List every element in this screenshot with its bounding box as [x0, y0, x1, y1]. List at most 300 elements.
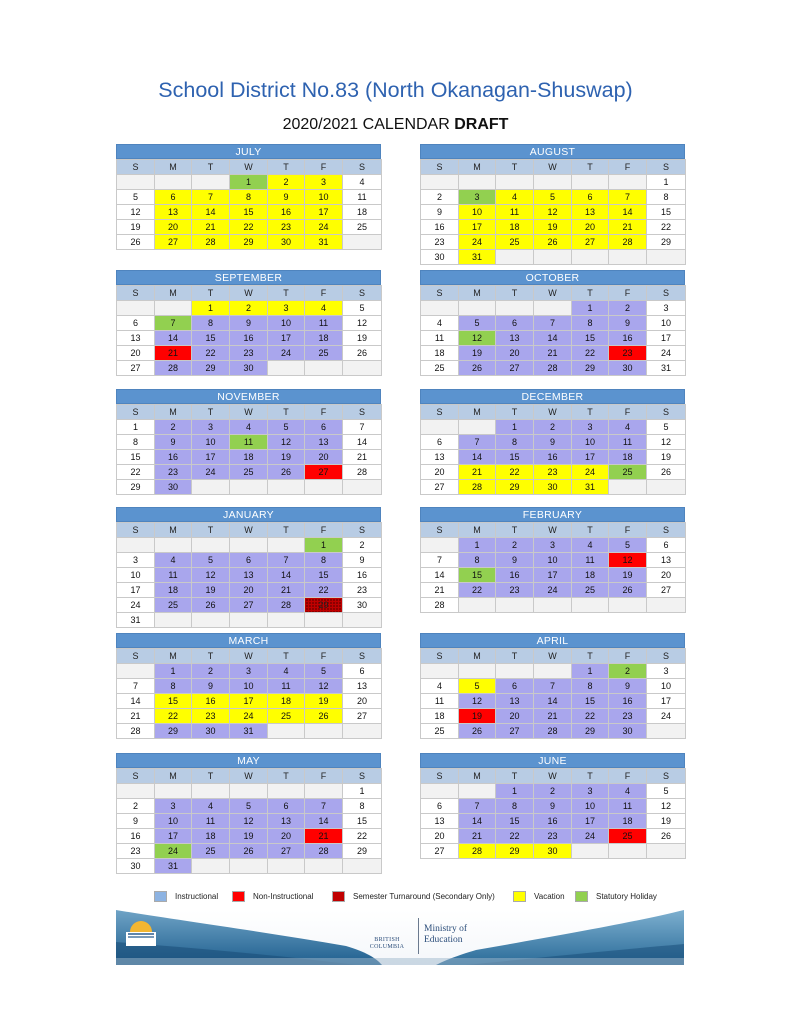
legend-label: Instructional	[175, 892, 219, 901]
month-october	[420, 270, 685, 376]
empty-day-cell	[192, 784, 230, 799]
day-cell: 25	[155, 598, 192, 613]
weekday-label: F	[305, 286, 343, 301]
day-cell: 29	[117, 480, 155, 495]
day-cell: 22	[647, 220, 686, 235]
month-december	[420, 389, 685, 495]
day-cell: 1	[459, 538, 496, 553]
legend-swatch	[513, 891, 526, 902]
day-cell: 13	[421, 814, 459, 829]
month-july	[116, 144, 381, 250]
week-row	[117, 553, 382, 568]
empty-day-cell	[117, 784, 155, 799]
day-cell: 17	[572, 814, 609, 829]
day-cell: 26	[117, 235, 155, 250]
weekday-label: M	[459, 405, 496, 420]
day-cell: 14	[343, 435, 382, 450]
day-cell: 15	[496, 814, 534, 829]
empty-day-cell	[647, 598, 686, 613]
day-cell: 9	[496, 553, 534, 568]
week-row	[117, 465, 382, 480]
day-cell: 9	[268, 190, 305, 205]
day-cell: 10	[305, 190, 343, 205]
weekday-label: F	[609, 286, 647, 301]
empty-day-cell	[343, 480, 382, 495]
day-cell: 10	[534, 553, 572, 568]
empty-day-cell	[268, 784, 305, 799]
day-cell: 6	[230, 553, 268, 568]
day-cell: 30	[230, 361, 268, 376]
day-cell: 17	[572, 450, 609, 465]
day-cell: 24	[534, 583, 572, 598]
empty-day-cell	[230, 480, 268, 495]
day-cell: 19	[534, 220, 572, 235]
day-cell: 11	[572, 553, 609, 568]
day-cell: 25	[609, 465, 647, 480]
day-cell: 20	[421, 465, 459, 480]
legend-swatch	[332, 891, 345, 902]
month-august	[420, 144, 685, 265]
week-row	[421, 361, 686, 376]
day-cell: 21	[192, 220, 230, 235]
weekday-label: S	[117, 286, 155, 301]
empty-day-cell	[268, 361, 305, 376]
day-cell: 28	[155, 361, 192, 376]
empty-day-cell	[230, 613, 268, 628]
day-cell: 22	[572, 709, 609, 724]
week-row	[117, 814, 382, 829]
week-row	[421, 538, 686, 553]
day-cell: 26	[305, 709, 343, 724]
day-cell: 4	[305, 301, 343, 316]
legend-label: Semester Turnaround (Secondary Only)	[353, 892, 495, 901]
day-cell: 6	[496, 679, 534, 694]
legend-swatch	[154, 891, 167, 902]
day-cell: 5	[230, 799, 268, 814]
empty-day-cell	[230, 859, 268, 874]
day-cell: 12	[459, 331, 496, 346]
footer-divider	[418, 918, 419, 954]
day-cell: 8	[117, 435, 155, 450]
weekday-label: T	[572, 523, 609, 538]
weekday-label: T	[572, 769, 609, 784]
day-cell: 22	[117, 465, 155, 480]
empty-day-cell	[155, 613, 192, 628]
day-cell: 14	[421, 568, 459, 583]
day-cell: 16	[609, 331, 647, 346]
weekday-label: T	[572, 160, 609, 175]
day-cell: 13	[305, 435, 343, 450]
day-cell: 21	[421, 583, 459, 598]
day-cell: 8	[155, 679, 192, 694]
day-cell: 5	[609, 538, 647, 553]
day-cell: 6	[305, 420, 343, 435]
week-row	[421, 844, 686, 859]
weekday-label: F	[305, 649, 343, 664]
day-cell: 7	[459, 799, 496, 814]
subtitle-draft-label: DRAFT	[454, 116, 509, 133]
day-cell: 19	[647, 450, 686, 465]
day-cell: 9	[609, 316, 647, 331]
day-cell: 31	[305, 235, 343, 250]
day-cell: 13	[647, 553, 686, 568]
empty-day-cell	[609, 175, 647, 190]
day-cell: 7	[343, 420, 382, 435]
day-cell: 26	[459, 361, 496, 376]
empty-day-cell	[572, 844, 609, 859]
week-row	[117, 829, 382, 844]
empty-day-cell	[496, 598, 534, 613]
empty-day-cell	[230, 784, 268, 799]
day-cell: 30	[534, 480, 572, 495]
day-cell: 20	[268, 829, 305, 844]
day-cell: 29	[305, 598, 343, 613]
day-cell: 19	[268, 450, 305, 465]
day-cell: 14	[609, 205, 647, 220]
legend-label: Vacation	[534, 892, 565, 901]
day-cell: 5	[647, 420, 686, 435]
day-cell: 8	[496, 435, 534, 450]
empty-day-cell	[647, 844, 686, 859]
weekday-label: S	[421, 160, 459, 175]
weekday-label: M	[459, 649, 496, 664]
weekday-label: S	[343, 286, 382, 301]
footer-banner	[116, 910, 684, 965]
weekday-header-row	[421, 160, 686, 175]
day-cell: 8	[572, 679, 609, 694]
empty-day-cell	[496, 301, 534, 316]
day-cell: 21	[534, 346, 572, 361]
legend-item-statutory-holiday	[575, 890, 657, 904]
empty-day-cell	[155, 784, 192, 799]
legend-swatch	[232, 891, 245, 902]
day-cell: 3	[155, 799, 192, 814]
day-cell: 25	[305, 346, 343, 361]
day-cell: 20	[230, 583, 268, 598]
weekday-label: S	[647, 286, 686, 301]
day-cell: 26	[609, 583, 647, 598]
day-cell: 13	[268, 814, 305, 829]
weekday-header-row	[421, 405, 686, 420]
month-september	[116, 270, 381, 376]
weekday-label: T	[496, 405, 534, 420]
month-may	[116, 753, 381, 874]
day-cell: 17	[117, 583, 155, 598]
weekday-label: S	[117, 523, 155, 538]
weekday-label: S	[421, 286, 459, 301]
month-table	[116, 285, 382, 376]
week-row	[421, 331, 686, 346]
empty-day-cell	[117, 538, 155, 553]
day-cell: 21	[534, 709, 572, 724]
weekday-label: T	[496, 160, 534, 175]
day-cell: 7	[534, 316, 572, 331]
day-cell: 2	[192, 664, 230, 679]
day-cell: 10	[117, 568, 155, 583]
day-cell: 2	[609, 664, 647, 679]
empty-day-cell	[343, 724, 382, 739]
empty-day-cell	[421, 420, 459, 435]
day-cell: 30	[155, 480, 192, 495]
week-row	[421, 250, 686, 265]
day-cell: 2	[117, 799, 155, 814]
weekday-label: S	[421, 405, 459, 420]
day-cell: 5	[192, 553, 230, 568]
empty-day-cell	[459, 175, 496, 190]
day-cell: 28	[268, 598, 305, 613]
day-cell: 19	[459, 346, 496, 361]
day-cell: 1	[343, 784, 382, 799]
day-cell: 9	[230, 316, 268, 331]
month-november	[116, 389, 381, 495]
empty-day-cell	[572, 250, 609, 265]
empty-day-cell	[459, 784, 496, 799]
day-cell: 22	[305, 583, 343, 598]
day-cell: 2	[609, 301, 647, 316]
day-cell: 3	[230, 664, 268, 679]
day-cell: 16	[268, 205, 305, 220]
empty-day-cell	[534, 664, 572, 679]
day-cell: 4	[343, 175, 382, 190]
day-cell: 7	[155, 316, 192, 331]
day-cell: 4	[421, 316, 459, 331]
day-cell: 26	[343, 346, 382, 361]
weekday-header-row	[117, 523, 382, 538]
day-cell: 22	[155, 709, 192, 724]
weekday-label: S	[647, 523, 686, 538]
empty-day-cell	[155, 175, 192, 190]
week-row	[117, 583, 382, 598]
day-cell: 11	[609, 799, 647, 814]
day-cell: 15	[155, 694, 192, 709]
week-row	[117, 784, 382, 799]
bc-wordmark-line2: COLUMBIA	[369, 944, 405, 950]
day-cell: 24	[155, 844, 192, 859]
weekday-label: S	[421, 523, 459, 538]
empty-day-cell	[421, 664, 459, 679]
weekday-label: W	[230, 523, 268, 538]
month-header: SEPTEMBER	[116, 270, 381, 285]
weekday-label: T	[192, 649, 230, 664]
day-cell: 14	[268, 568, 305, 583]
weekday-header-row	[117, 286, 382, 301]
day-cell: 6	[572, 190, 609, 205]
day-cell: 25	[192, 844, 230, 859]
day-cell: 17	[459, 220, 496, 235]
day-cell: 6	[117, 316, 155, 331]
week-row	[421, 583, 686, 598]
ministry-line1: Ministry of	[424, 924, 468, 934]
empty-day-cell	[268, 613, 305, 628]
day-cell: 1	[230, 175, 268, 190]
day-cell: 27	[496, 361, 534, 376]
day-cell: 22	[496, 829, 534, 844]
month-table	[116, 159, 382, 250]
month-header: DECEMBER	[420, 389, 685, 404]
day-cell: 21	[268, 583, 305, 598]
empty-day-cell	[496, 175, 534, 190]
day-cell: 29	[230, 235, 268, 250]
day-cell: 2	[534, 420, 572, 435]
empty-day-cell	[155, 301, 192, 316]
day-cell: 13	[343, 679, 382, 694]
empty-day-cell	[421, 538, 459, 553]
week-row	[117, 346, 382, 361]
weekday-label: S	[421, 769, 459, 784]
day-cell: 22	[496, 465, 534, 480]
weekday-label: S	[117, 649, 155, 664]
weekday-label: T	[192, 405, 230, 420]
day-cell: 12	[609, 553, 647, 568]
day-cell: 14	[192, 205, 230, 220]
day-cell: 6	[155, 190, 192, 205]
weekday-label: M	[155, 286, 192, 301]
day-cell: 25	[421, 361, 459, 376]
day-cell: 4	[268, 664, 305, 679]
day-cell: 12	[459, 694, 496, 709]
day-cell: 20	[496, 346, 534, 361]
day-cell: 20	[496, 709, 534, 724]
day-cell: 4	[155, 553, 192, 568]
day-cell: 7	[305, 799, 343, 814]
day-cell: 31	[572, 480, 609, 495]
day-cell: 4	[496, 190, 534, 205]
day-cell: 11	[230, 435, 268, 450]
day-cell: 10	[192, 435, 230, 450]
week-row	[421, 664, 686, 679]
week-row	[421, 450, 686, 465]
day-cell: 3	[305, 175, 343, 190]
day-cell: 2	[421, 190, 459, 205]
day-cell: 8	[572, 316, 609, 331]
day-cell: 30	[609, 724, 647, 739]
day-cell: 3	[459, 190, 496, 205]
day-cell: 29	[155, 724, 192, 739]
day-cell: 26	[647, 829, 686, 844]
day-cell: 3	[534, 538, 572, 553]
day-cell: 8	[647, 190, 686, 205]
day-cell: 4	[609, 784, 647, 799]
empty-day-cell	[421, 784, 459, 799]
day-cell: 27	[117, 361, 155, 376]
weekday-label: S	[647, 769, 686, 784]
empty-day-cell	[647, 480, 686, 495]
empty-day-cell	[496, 250, 534, 265]
day-cell: 4	[609, 420, 647, 435]
day-cell: 10	[572, 435, 609, 450]
day-cell: 19	[305, 694, 343, 709]
weekday-label: T	[268, 160, 305, 175]
day-cell: 12	[230, 814, 268, 829]
day-cell: 27	[572, 235, 609, 250]
bc-sun-logo-icon	[116, 910, 166, 950]
day-cell: 20	[155, 220, 192, 235]
day-cell: 1	[572, 301, 609, 316]
day-cell: 1	[496, 784, 534, 799]
day-cell: 6	[421, 799, 459, 814]
day-cell: 31	[155, 859, 192, 874]
day-cell: 25	[609, 829, 647, 844]
day-cell: 28	[305, 844, 343, 859]
day-cell: 30	[421, 250, 459, 265]
day-cell: 2	[155, 420, 192, 435]
empty-day-cell	[609, 844, 647, 859]
weekday-label: S	[647, 405, 686, 420]
day-cell: 18	[155, 583, 192, 598]
day-cell: 9	[534, 799, 572, 814]
week-row	[421, 784, 686, 799]
day-cell: 1	[572, 664, 609, 679]
empty-day-cell	[343, 859, 382, 874]
day-cell: 21	[117, 709, 155, 724]
day-cell: 23	[609, 709, 647, 724]
day-cell: 15	[572, 694, 609, 709]
day-cell: 13	[421, 450, 459, 465]
weekday-label: W	[230, 286, 268, 301]
day-cell: 10	[459, 205, 496, 220]
month-table	[420, 159, 686, 265]
day-cell: 15	[572, 331, 609, 346]
day-cell: 22	[572, 346, 609, 361]
day-cell: 7	[459, 435, 496, 450]
month-table	[420, 648, 686, 739]
weekday-label: W	[534, 769, 572, 784]
week-row	[117, 709, 382, 724]
week-row	[117, 435, 382, 450]
weekday-label: M	[459, 769, 496, 784]
weekday-label: T	[496, 649, 534, 664]
weekday-label: T	[268, 649, 305, 664]
weekday-label: T	[496, 523, 534, 538]
week-row	[117, 664, 382, 679]
day-cell: 28	[534, 724, 572, 739]
day-cell: 8	[496, 799, 534, 814]
empty-day-cell	[572, 175, 609, 190]
day-cell: 12	[117, 205, 155, 220]
weekday-label: S	[117, 160, 155, 175]
weekday-header-row	[117, 649, 382, 664]
day-cell: 17	[305, 205, 343, 220]
day-cell: 14	[117, 694, 155, 709]
weekday-label: W	[230, 649, 268, 664]
weekday-label: F	[305, 523, 343, 538]
empty-day-cell	[192, 175, 230, 190]
day-cell: 30	[192, 724, 230, 739]
day-cell: 2	[343, 538, 382, 553]
month-june	[420, 753, 685, 859]
day-cell: 26	[268, 465, 305, 480]
weekday-label: W	[230, 160, 268, 175]
day-cell: 17	[647, 331, 686, 346]
day-cell: 11	[268, 679, 305, 694]
empty-day-cell	[192, 859, 230, 874]
day-cell: 27	[343, 709, 382, 724]
empty-day-cell	[230, 538, 268, 553]
day-cell: 16	[421, 220, 459, 235]
day-cell: 31	[230, 724, 268, 739]
day-cell: 16	[117, 829, 155, 844]
month-header: JUNE	[420, 753, 685, 768]
week-row	[421, 346, 686, 361]
empty-day-cell	[343, 613, 382, 628]
day-cell: 28	[343, 465, 382, 480]
day-cell: 25	[343, 220, 382, 235]
legend-item-vacation	[513, 890, 565, 904]
day-cell: 22	[230, 220, 268, 235]
day-cell: 24	[305, 220, 343, 235]
day-cell: 2	[496, 538, 534, 553]
day-cell: 14	[459, 450, 496, 465]
